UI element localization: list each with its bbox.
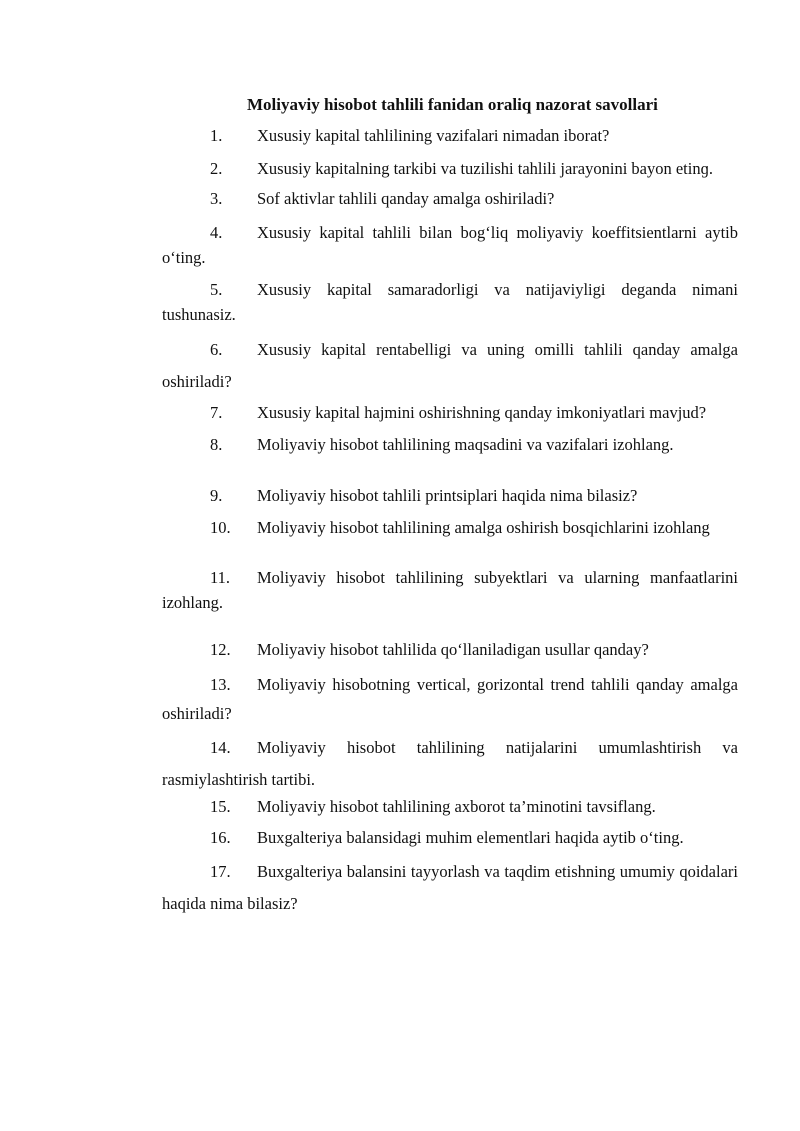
question-number: 8. — [210, 435, 223, 454]
question-text: Moliyaviy hisobot tahlili printsiplari haqida nima bilasiz? — [257, 486, 638, 505]
question-item — [162, 434, 738, 456]
question-number: 11. — [210, 568, 231, 587]
question-number: 5. — [210, 280, 223, 299]
question-item — [162, 220, 738, 270]
question-text: Buxgalteriya balansidagi muhim elementlari haqida aytib o‘ting. — [257, 828, 684, 847]
question-number: 13. — [210, 675, 231, 694]
question-number: 4. — [210, 223, 223, 242]
question-text: Xususiy kapital tahlilining vazifalari nimadan iborat? — [257, 126, 610, 145]
question-number: 2. — [210, 159, 223, 178]
question-text: Moliyaviy hisobot tahlilida qo‘llaniladigan usullar qanday? — [257, 640, 649, 659]
question-text: Xususiy kapitalning tarkibi va tuzilishi tahlili jarayonini bayon etinɡ. — [257, 159, 713, 178]
question-item — [162, 827, 738, 849]
question-item — [162, 334, 738, 398]
question-number: 7. — [210, 403, 223, 422]
question-text: Xususiy kapital samaradorligi va natijaviyligi deganda nimani tushunasiz. — [162, 280, 738, 324]
question-text: Moliyaviy hisobot tahlilining maqsadini va vazifalari izohlang. — [257, 435, 674, 454]
question-item — [162, 125, 738, 147]
question-text: Moliyaviy hisobot tahlilining subyektlari va ularning manfaatlarini izohlang. — [162, 568, 738, 612]
question-text: Moliyaviy hisobotning vertical, gorizontal trend tahlili qanday amalga oshiriladi? — [162, 675, 738, 723]
question-text: Buxgalteriya balansini tayyorlash va taqdim etishning umumiy qoidalari haqida nima bilasiz? — [162, 862, 738, 913]
question-text: Sof aktivlar tahlili qanday amalga oshiriladi? — [257, 189, 555, 208]
page-title: Moliyaviy hisobot tahlili fanidan oraliq nazorat savollari — [247, 95, 658, 114]
question-item — [162, 188, 738, 210]
question-text: Moliyaviy hisobot tahlilining amalga oshirish bosqichlarini izohlang — [257, 518, 710, 537]
question-text: Xususiy kapital hajmini oshirishning qanday imkoniyatlari mavjud? — [257, 403, 707, 422]
question-item — [162, 156, 738, 181]
question-item — [162, 565, 738, 615]
question-text: Moliyaviy hisobot tahlilining axborot ta’minotini tavsiflang. — [257, 797, 656, 816]
question-number: 12. — [210, 640, 231, 659]
question-number: 3. — [210, 189, 223, 208]
question-number: 16. — [210, 828, 231, 847]
question-number: 10. — [210, 518, 231, 537]
question-item — [162, 515, 738, 540]
question-text: Moliyaviy hisobot tahlilining natijalarini umumlashtirish va rasmiylashtirish tartibi. — [162, 738, 738, 789]
question-item — [162, 277, 738, 327]
question-item — [162, 639, 738, 661]
question-text: Xususiy kapital tahlili bilan bog‘liq moliyaviy koeffitsientlarni aytib o‘ting. — [162, 223, 738, 267]
question-item — [162, 796, 738, 818]
question-number: 17. — [210, 862, 231, 881]
question-item — [162, 856, 738, 920]
question-number: 1. — [210, 126, 223, 145]
question-number: 14. — [210, 738, 231, 757]
question-item — [162, 400, 738, 425]
question-item — [162, 485, 738, 507]
question-number: 6. — [210, 340, 223, 359]
question-item — [162, 670, 738, 728]
question-text: Xususiy kapital rentabelligi va uning omilli tahlili qanday amalga oshiriladi? — [162, 340, 738, 391]
document-page — [162, 94, 738, 920]
question-number: 15. — [210, 797, 231, 816]
question-item — [162, 732, 738, 796]
question-number: 9. — [210, 486, 223, 505]
